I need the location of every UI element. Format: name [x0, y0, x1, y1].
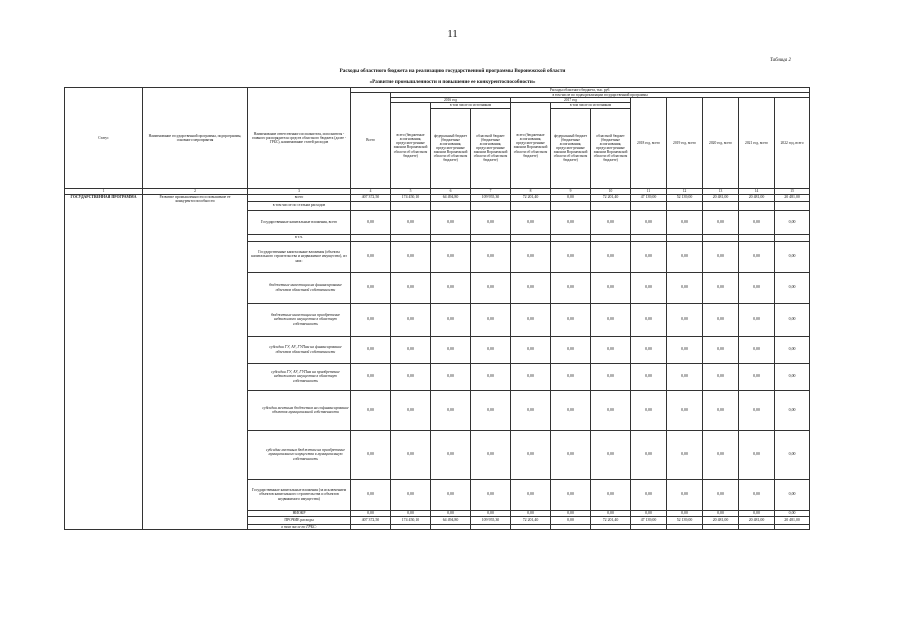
budget-table — [64, 87, 810, 530]
header-year-2016: 2016 год — [391, 98, 511, 103]
value-cell: 0,00 — [631, 363, 667, 390]
value-cell: 0,00 — [667, 336, 703, 363]
value-cell: 0,00 — [391, 272, 431, 303]
value-cell: 0,00 — [351, 336, 391, 363]
column-number: 14 — [739, 188, 775, 194]
value-cell: 109 955,30 — [471, 194, 511, 201]
value-cell: 72 201,40 — [591, 194, 631, 201]
value-cell — [471, 524, 511, 529]
value-cell: 72 201,40 — [591, 516, 631, 524]
document-title: Расходы областного бюджета на реализацию государственной программы Воронежской области — [339, 68, 566, 74]
value-cell — [431, 201, 471, 210]
column-number: 11 — [631, 188, 667, 194]
row-label: Государственные капитальные вложения (за исключением объектов капитального строительства и объектов недвижимого имущества) — [248, 479, 351, 510]
value-cell: 0,00 — [511, 272, 551, 303]
value-cell: 0,00 — [631, 430, 667, 479]
value-cell: 0,00 — [351, 430, 391, 479]
row-label: всего — [248, 194, 351, 201]
value-cell — [667, 201, 703, 210]
value-cell: 20 481,00 — [775, 516, 810, 524]
value-cell: 0,00 — [591, 303, 631, 336]
value-cell — [591, 524, 631, 529]
value-cell — [631, 234, 667, 241]
value-cell: 0,00 — [391, 510, 431, 516]
value-cell: 0,00 — [739, 272, 775, 303]
value-cell: 0,00 — [703, 430, 739, 479]
value-cell: 0,00 — [551, 194, 591, 201]
value-cell: 0,00 — [667, 479, 703, 510]
value-cell: 20 481,00 — [739, 194, 775, 201]
value-cell: 0,00 — [431, 272, 471, 303]
value-cell: 0,00 — [431, 430, 471, 479]
header-total: Всего — [351, 93, 391, 188]
value-cell: 0,00 — [667, 210, 703, 234]
value-cell: 0,00 — [667, 363, 703, 390]
value-cell: 0,00 — [471, 336, 511, 363]
value-cell: 0,00 — [703, 210, 739, 234]
value-cell: 0,00 — [351, 510, 391, 516]
value-cell: 0,00 — [351, 272, 391, 303]
value-cell — [391, 234, 431, 241]
value-cell: 0,00 — [703, 336, 739, 363]
value-cell: 0,00 — [471, 510, 511, 516]
value-cell: 0,00 — [591, 390, 631, 430]
column-number: 7 — [471, 188, 511, 194]
value-cell: 0,00 — [551, 303, 591, 336]
column-number: 3 — [248, 188, 351, 194]
value-cell: 0,00 — [775, 241, 810, 272]
column-number: 1 — [65, 188, 143, 194]
value-cell: 20 481,00 — [703, 194, 739, 201]
header-reg-2017: областной бюджет (бюджетные ассигнования, предусмот-ренные законом Воронежской области об областном бюджете) — [591, 108, 631, 188]
value-cell: 0,00 — [591, 510, 631, 516]
value-cell — [471, 234, 511, 241]
header-2021: 2021 год, всего — [739, 98, 775, 188]
header-fed-2016: федеральный бюджет (бюджетные ассигнования, предусмот-ренные законом Воронежской области об областном бюджете) — [431, 108, 471, 188]
value-cell — [703, 234, 739, 241]
value-cell: 52 139,00 — [667, 194, 703, 201]
row-label: в т.ч. — [248, 234, 351, 241]
value-cell: 0,00 — [667, 303, 703, 336]
row-label: субсидии ГУ, АУ, ГУПам на приобретение недвижимого имущества в областную собственность — [248, 363, 351, 390]
value-cell: 0,00 — [511, 479, 551, 510]
header-fed-2017: федеральный бюджет (бюджетные ассигнования, предусмот-ренные законом Воронежской области об областном бюджете) — [551, 108, 591, 188]
program-status: ГОСУДАРСТВЕННАЯ ПРОГРАММА — [65, 194, 143, 529]
value-cell: 0,00 — [471, 479, 511, 510]
value-cell: 0,00 — [551, 430, 591, 479]
program-name: Развитие промышленности и повышение ее конкурентоспособности — [143, 194, 248, 529]
value-cell: 20 481,00 — [703, 516, 739, 524]
value-cell — [551, 234, 591, 241]
value-cell: 0,00 — [391, 390, 431, 430]
value-cell — [631, 201, 667, 210]
value-cell: 0,00 — [391, 479, 431, 510]
row-label: бюджетные инвестиции на приобретение недвижимого имущества в областную собственность — [248, 303, 351, 336]
value-cell — [667, 524, 703, 529]
header-2018: 2018 год, всего — [631, 98, 667, 188]
value-cell: 0,00 — [739, 479, 775, 510]
column-number: 13 — [703, 188, 739, 194]
row-label: субсидии местным бюджетам на приобретение муниципального имущества в муниципальную собственность — [248, 430, 351, 479]
value-cell: 0,00 — [631, 336, 667, 363]
value-cell: 64 494,80 — [431, 194, 471, 201]
value-cell — [739, 524, 775, 529]
value-cell: 0,00 — [431, 390, 471, 430]
value-cell: 0,00 — [431, 241, 471, 272]
value-cell: 0,00 — [739, 390, 775, 430]
value-cell: 0,00 — [775, 336, 810, 363]
column-number: 6 — [431, 188, 471, 194]
header-all-2016: всего (бюджетные ассигнования, предусмот-ренные законом Воронежской области об областном бюджете) — [391, 103, 431, 188]
value-cell — [591, 234, 631, 241]
value-cell: 0,00 — [551, 510, 591, 516]
value-cell: 0,00 — [551, 479, 591, 510]
value-cell: 0,00 — [703, 272, 739, 303]
value-cell — [775, 524, 810, 529]
value-cell — [591, 201, 631, 210]
value-cell: 0,00 — [667, 390, 703, 430]
column-number: 2 — [143, 188, 248, 194]
value-cell: 0,00 — [591, 363, 631, 390]
value-cell: 0,00 — [351, 479, 391, 510]
value-cell: 0,00 — [631, 241, 667, 272]
row-label: Государственные капитальные вложения (объекты капитального строительства и недвижимое имущество), из них: — [248, 241, 351, 272]
value-cell: 20 481,00 — [775, 194, 810, 201]
header-year-2017: 2017 год — [511, 98, 631, 103]
value-cell: 0,00 — [511, 336, 551, 363]
value-cell: 174 450,10 — [391, 194, 431, 201]
header-executor: Наименование ответственного исполнителя, исполнителя - главного распорядителя средств областного бюджета (далее - ГРБС), наименование статей расходов — [248, 88, 351, 189]
value-cell — [511, 201, 551, 210]
value-cell: 0,00 — [775, 272, 810, 303]
value-cell: 407 372,50 — [351, 194, 391, 201]
value-cell: 0,00 — [351, 241, 391, 272]
table-row — [65, 194, 810, 201]
column-number: 12 — [667, 188, 703, 194]
value-cell: 0,00 — [351, 303, 391, 336]
value-cell: 0,00 — [431, 336, 471, 363]
value-cell — [551, 201, 591, 210]
value-cell: 0,00 — [739, 303, 775, 336]
value-cell: 52 139,00 — [667, 516, 703, 524]
value-cell: 0,00 — [591, 430, 631, 479]
row-label: бюджетные инвестиции на финансирование объектов областной собственности — [248, 272, 351, 303]
value-cell: 47 139,00 — [631, 194, 667, 201]
value-cell: 0,00 — [391, 241, 431, 272]
value-cell: 0,00 — [703, 241, 739, 272]
value-cell: 0,00 — [631, 510, 667, 516]
value-cell: 0,00 — [351, 210, 391, 234]
column-number: 9 — [551, 188, 591, 194]
value-cell: 0,00 — [471, 210, 511, 234]
value-cell: 0,00 — [471, 390, 511, 430]
header-2020: 2020 год, всего — [703, 98, 739, 188]
table-label: Таблица 2 — [770, 58, 791, 63]
value-cell: 0,00 — [703, 479, 739, 510]
value-cell: 0,00 — [471, 241, 511, 272]
value-cell: 0,00 — [739, 430, 775, 479]
value-cell: 0,00 — [431, 303, 471, 336]
value-cell: 0,00 — [739, 210, 775, 234]
header-sources-2017: в том числе по источникам — [551, 103, 631, 108]
value-cell: 0,00 — [551, 336, 591, 363]
document-subtitle: «Развитие промышленности и повышение ее конкурентоспособности» — [369, 79, 536, 85]
value-cell — [431, 234, 471, 241]
value-cell — [703, 201, 739, 210]
header-budget-group: Расходы областного бюджета, тыс. руб. — [351, 88, 810, 93]
value-cell — [775, 201, 810, 210]
value-cell: 0,00 — [775, 510, 810, 516]
value-cell: 0,00 — [591, 336, 631, 363]
column-number: 8 — [511, 188, 551, 194]
value-cell: 72 201,40 — [511, 516, 551, 524]
value-cell: 0,00 — [551, 210, 591, 234]
value-cell: 47 139,00 — [631, 516, 667, 524]
value-cell: 0,00 — [775, 430, 810, 479]
value-cell: 0,00 — [775, 479, 810, 510]
value-cell — [431, 524, 471, 529]
value-cell: 0,00 — [511, 210, 551, 234]
value-cell: 0,00 — [667, 241, 703, 272]
value-cell: 0,00 — [391, 210, 431, 234]
value-cell: 0,00 — [739, 363, 775, 390]
header-all-2017: всего (бюджетные ассигнования, предусмот-ренные законом Воронежской области об областном бюджете) — [511, 103, 551, 188]
value-cell: 0,00 — [667, 430, 703, 479]
value-cell: 0,00 — [351, 390, 391, 430]
value-cell — [775, 234, 810, 241]
value-cell — [739, 234, 775, 241]
value-cell — [551, 524, 591, 529]
value-cell: 0,00 — [591, 241, 631, 272]
value-cell: 0,00 — [739, 510, 775, 516]
value-cell: 0,00 — [511, 510, 551, 516]
column-number: 4 — [351, 188, 391, 194]
value-cell: 0,00 — [631, 479, 667, 510]
value-cell: 0,00 — [391, 430, 431, 479]
header-2022: 2022 год, всего — [775, 98, 810, 188]
value-cell: 0,00 — [511, 390, 551, 430]
value-cell — [667, 234, 703, 241]
value-cell: 72 201,40 — [511, 194, 551, 201]
value-cell: 0,00 — [703, 390, 739, 430]
value-cell: 20 481,00 — [739, 516, 775, 524]
value-cell: 0,00 — [431, 479, 471, 510]
value-cell: 0,00 — [631, 272, 667, 303]
value-cell: 0,00 — [591, 479, 631, 510]
value-cell: 0,00 — [551, 363, 591, 390]
header-status: Статус — [65, 88, 143, 189]
value-cell: 0,00 — [739, 336, 775, 363]
value-cell: 0,00 — [431, 210, 471, 234]
value-cell: 0,00 — [511, 430, 551, 479]
value-cell: 0,00 — [591, 210, 631, 234]
value-cell: 0,00 — [471, 272, 511, 303]
row-label: НИОКР — [248, 510, 351, 516]
row-label: в том числе по ГРБС: — [248, 524, 351, 529]
value-cell — [631, 524, 667, 529]
value-cell: 0,00 — [739, 241, 775, 272]
value-cell: 0,00 — [775, 210, 810, 234]
value-cell: 0,00 — [703, 510, 739, 516]
value-cell: 0,00 — [471, 430, 511, 479]
value-cell: 0,00 — [775, 303, 810, 336]
value-cell: 0,00 — [551, 390, 591, 430]
value-cell: 0,00 — [471, 303, 511, 336]
header-sources-2016: в том числе по источникам — [431, 103, 511, 108]
column-number: 10 — [591, 188, 631, 194]
row-label: ПРОЧИЕ расходы — [248, 516, 351, 524]
value-cell: 0,00 — [775, 363, 810, 390]
value-cell: 0,00 — [351, 363, 391, 390]
value-cell — [511, 234, 551, 241]
column-number: 15 — [775, 188, 810, 194]
value-cell: 64 494,80 — [431, 516, 471, 524]
value-cell — [391, 201, 431, 210]
row-label: Государственные капитальные вложения, всего — [248, 210, 351, 234]
value-cell: 0,00 — [667, 272, 703, 303]
value-cell: 0,00 — [511, 363, 551, 390]
value-cell — [471, 201, 511, 210]
value-cell — [739, 201, 775, 210]
header-reg-2016: областной бюджет (бюджетные ассигнования, предусмот-ренные законом Воронежской области об областном бюджете) — [471, 108, 511, 188]
header-2019: 2019 год, всего — [667, 98, 703, 188]
value-cell: 0,00 — [431, 363, 471, 390]
value-cell: 109 955,30 — [471, 516, 511, 524]
header-program-name: Наименование государственной программы, подпрограммы, основного мероприятия — [143, 88, 248, 189]
value-cell: 0,00 — [551, 272, 591, 303]
value-cell: 0,00 — [775, 390, 810, 430]
value-cell: 0,00 — [391, 303, 431, 336]
value-cell — [351, 201, 391, 210]
value-cell: 0,00 — [631, 303, 667, 336]
value-cell: 0,00 — [511, 303, 551, 336]
value-cell: 0,00 — [431, 510, 471, 516]
value-cell: 0,00 — [591, 272, 631, 303]
value-cell: 0,00 — [391, 363, 431, 390]
value-cell: 0,00 — [631, 390, 667, 430]
row-label: субсидии ГУ, АУ, ГУПам на финансирование объектов областной собственности — [248, 336, 351, 363]
value-cell: 0,00 — [667, 510, 703, 516]
row-label: субсидии местным бюджетам на софинансирование объектов муниципальной собственности — [248, 390, 351, 430]
page-number: 11 — [447, 28, 458, 40]
value-cell — [391, 524, 431, 529]
value-cell: 174 450,10 — [391, 516, 431, 524]
row-label: в том числе по статьям расходов — [248, 201, 351, 210]
value-cell: 0,00 — [391, 336, 431, 363]
value-cell — [351, 234, 391, 241]
value-cell: 0,00 — [551, 516, 591, 524]
header-by-years: в том числе по годам реализации государственной программы — [391, 93, 810, 98]
value-cell: 0,00 — [511, 241, 551, 272]
value-cell: 0,00 — [703, 303, 739, 336]
column-number: 5 — [391, 188, 431, 194]
value-cell — [511, 524, 551, 529]
value-cell: 0,00 — [631, 210, 667, 234]
value-cell: 407 372,50 — [351, 516, 391, 524]
value-cell — [703, 524, 739, 529]
value-cell: 0,00 — [703, 363, 739, 390]
value-cell: 0,00 — [471, 363, 511, 390]
value-cell: 0,00 — [551, 241, 591, 272]
value-cell — [351, 524, 391, 529]
